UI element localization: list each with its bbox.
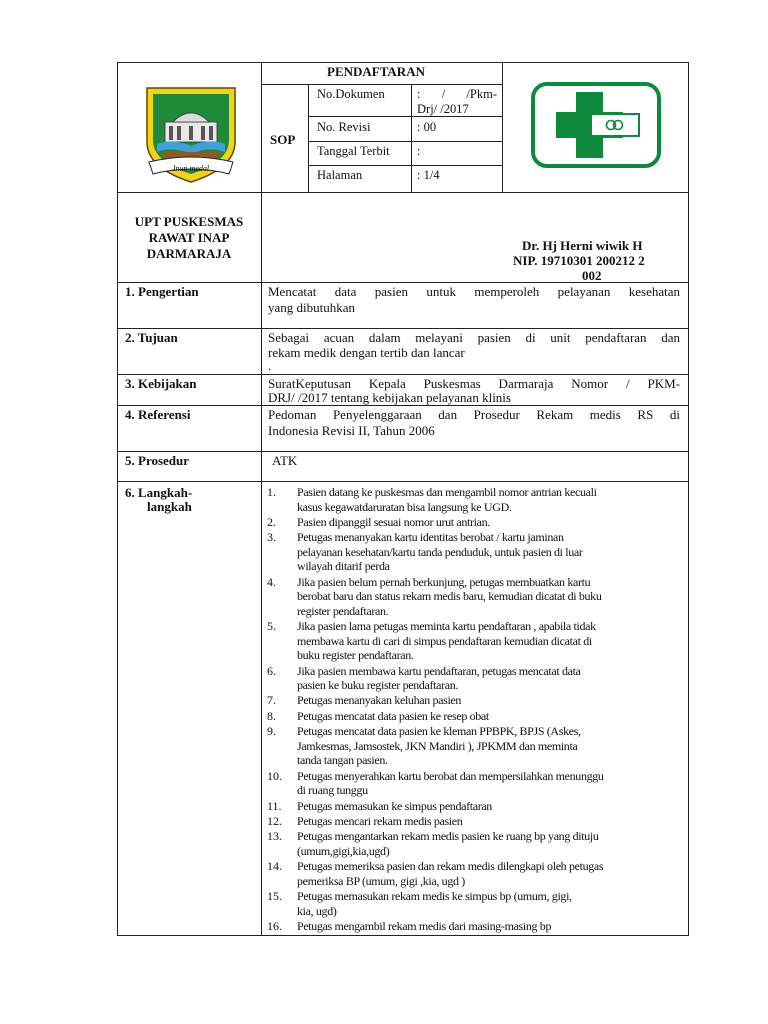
meta-line3 (308, 165, 502, 166)
border-top (117, 62, 689, 63)
meta-label-dokumen: No.Dokumen (317, 87, 385, 101)
step-text: Petugas menanyakan kartu identitas berobat / kartu jaminan (297, 530, 564, 545)
step-number: 12. (267, 813, 282, 828)
text-pengertian-2: yang dibutuhkan (268, 300, 356, 315)
label-referensi: 4. Referensi (125, 407, 191, 422)
document-title: PENDAFTARAN (327, 64, 425, 79)
org-name-line2: RAWAT INAP (148, 230, 230, 245)
step-number: 15. (267, 889, 282, 904)
org-name-line3: DARMARAJA (146, 246, 232, 261)
signer-nip: NIP. 19710301 200212 2 (513, 253, 645, 268)
divider-sop (308, 84, 309, 192)
step-text: kia, ugd) (297, 903, 337, 918)
step-text: kasus kegawatdaruratan bisa langsung ke UGD. (297, 499, 512, 514)
meta-line1 (308, 116, 502, 117)
step-text: pelayanan kesehatan/kartu tanda penduduk, untuk pasien di luar (297, 544, 583, 559)
text-prosedur: ATK (272, 453, 298, 468)
divider-col1 (261, 62, 262, 391)
text-kebijakan-2: DRJ/ /2017 tentang kebijakan pelayanan klinis (268, 390, 511, 405)
meta-value-revisi: : 00 (417, 120, 437, 134)
meta-label-terbit: Tanggal Terbit (317, 144, 390, 158)
emblem-motto: Inun medal (172, 164, 210, 173)
text-tujuan: Sebagai acuan dalam melayani pasien di unit pendaftaran dan (268, 330, 680, 345)
border-left (117, 62, 118, 936)
step-text: tanda tangan pasien. (297, 753, 388, 768)
step-number: 2. (267, 514, 276, 529)
step-text: pasien ke buku register pendaftaran. (297, 678, 458, 692)
step-text: (umum,gigi,kia,ugd) (297, 843, 390, 858)
step-text: di ruang tunggu (297, 783, 368, 798)
step-text: Petugas memeriksa pasien dan rekam medis dilengkapi oleh petugas (297, 859, 604, 874)
meta-value-terbit: : (417, 144, 421, 158)
border-right (688, 62, 689, 936)
step-text: Petugas mencari rekam medis pasien (297, 813, 463, 828)
label-tujuan: 2. Tujuan (125, 330, 178, 345)
step-text: wilayah ditarif perda (297, 559, 390, 574)
step-text: berobat baru dan status rekam medis baru, kemudian dicatat di buku (297, 589, 602, 604)
step-text: Petugas mencatat data pasien ke kleman PPBPK, BPJS (Askes, (297, 724, 581, 739)
step-text: Petugas mengantarkan rekam medis pasien ke ruang bp yang dituju (297, 829, 599, 844)
text-referensi: Pedoman Penyelenggaraan dan Prosedur Rekam medis RS di (268, 407, 680, 422)
signer-name: Dr. Hj Herni wiwik H (522, 238, 643, 253)
meta-value-dokumen: : / /Pkm- (417, 87, 497, 101)
step-text: register pendaftaran. (297, 603, 389, 618)
meta-label-revisi: No. Revisi (317, 120, 371, 134)
divider-col1-lower (261, 391, 262, 936)
step-text: Jika pasien belum pernah berkunjung, petugas membuatkan kartu (297, 574, 591, 589)
meta-value-dokumen-2: Drj/ /2017 (417, 102, 469, 116)
meta-value-halaman: : 1/4 (417, 168, 440, 182)
step-text: membawa kartu di cari di simpus pendaftaran kemudian dicatat di (297, 633, 592, 648)
step-text: Petugas menanyakan keluhan pasien (297, 693, 462, 708)
row-line-3 (117, 374, 689, 375)
step-number: 11. (267, 798, 282, 813)
text-pengertian: Mencatat data pasien untuk memperoleh pelayanan kesehatan (268, 284, 680, 299)
puskesmas-cross-logo (531, 82, 661, 168)
label-kebijakan: 3. Kebijakan (125, 376, 197, 391)
step-text: Jika pasien lama petugas meminta kartu pendaftaran , apabila tidak (297, 619, 596, 634)
signer-nip-2: 002 (582, 268, 602, 283)
label-langkah-2: langkah (147, 499, 192, 514)
text-tujuan-2: rekam medik dengan tertib dan lancar (268, 345, 465, 360)
step-text: Petugas menyerahkan kartu berobat dan mempersilahkan menunggu (297, 768, 604, 783)
divider-meta (411, 84, 412, 192)
label-prosedur: 5. Prosedur (125, 453, 190, 468)
title-underline (261, 84, 502, 85)
step-text: Petugas memasukan rekam medis ke simpus bp (umum, gigi, (297, 889, 572, 904)
step-number: 13. (267, 829, 282, 844)
step-text: pemeriksa BP (umum, gigi ,kia, ugd ) (297, 873, 465, 888)
step-text: Petugas mencatat data pasien ke resep obat (297, 708, 489, 723)
step-text: Pasien datang ke puskesmas dan mengambil nomor antrian kecuali (297, 485, 597, 499)
row-line-1 (117, 282, 689, 283)
text-tujuan-3: . (268, 358, 272, 373)
step-text: buku register pendaftaran. (297, 648, 414, 663)
row-line-6 (117, 481, 689, 482)
meta-line2 (308, 141, 502, 142)
regency-emblem-logo (143, 82, 239, 184)
step-number: 14. (267, 859, 282, 874)
step-number: 5. (267, 619, 276, 634)
header-bottom (117, 192, 689, 193)
step-number: 4. (267, 574, 276, 589)
divider-col-logo2 (502, 62, 503, 192)
step-number: 16. (267, 919, 282, 933)
step-text: Pasien dipanggil sesuai nomor urut antrian. (297, 514, 490, 529)
step-number: 3. (267, 530, 276, 545)
label-langkah: 6. Langkah- (125, 485, 193, 500)
meta-label-halaman: Halaman (317, 168, 363, 182)
step-number: 1. (267, 485, 276, 499)
step-number: 9. (267, 724, 276, 739)
step-text: Petugas mengambil rekam medis dari masing-masing bp (297, 919, 552, 933)
step-number: 7. (267, 693, 276, 708)
step-number: 6. (267, 663, 276, 678)
sop-document (117, 62, 689, 936)
row-line-2 (117, 328, 689, 329)
step-number: 8. (267, 708, 276, 723)
text-kebijakan: SuratKeputusan Kepala Puskesmas Darmaraja Nomor / PKM- (268, 376, 680, 391)
step-text: Jamkesmas, Jamsostek, JKN Mandiri ), JPKMM dan meminta (297, 738, 578, 753)
step-text: Jika pasien membawa kartu pendaftaran, petugas mencatat data (297, 663, 581, 678)
label-pengertian: 1. Pengertian (125, 284, 199, 299)
step-number: 10. (267, 768, 282, 783)
border-bottom (117, 935, 689, 936)
org-name-line1: UPT PUSKESMAS (134, 214, 244, 229)
step-text: Petugas memasukan ke simpus pendaftaran (297, 798, 492, 813)
row-line-5 (117, 451, 689, 452)
sop-label: SOP (270, 132, 296, 147)
text-referensi-2: Indonesia Revisi II, Tahun 2006 (268, 423, 435, 438)
